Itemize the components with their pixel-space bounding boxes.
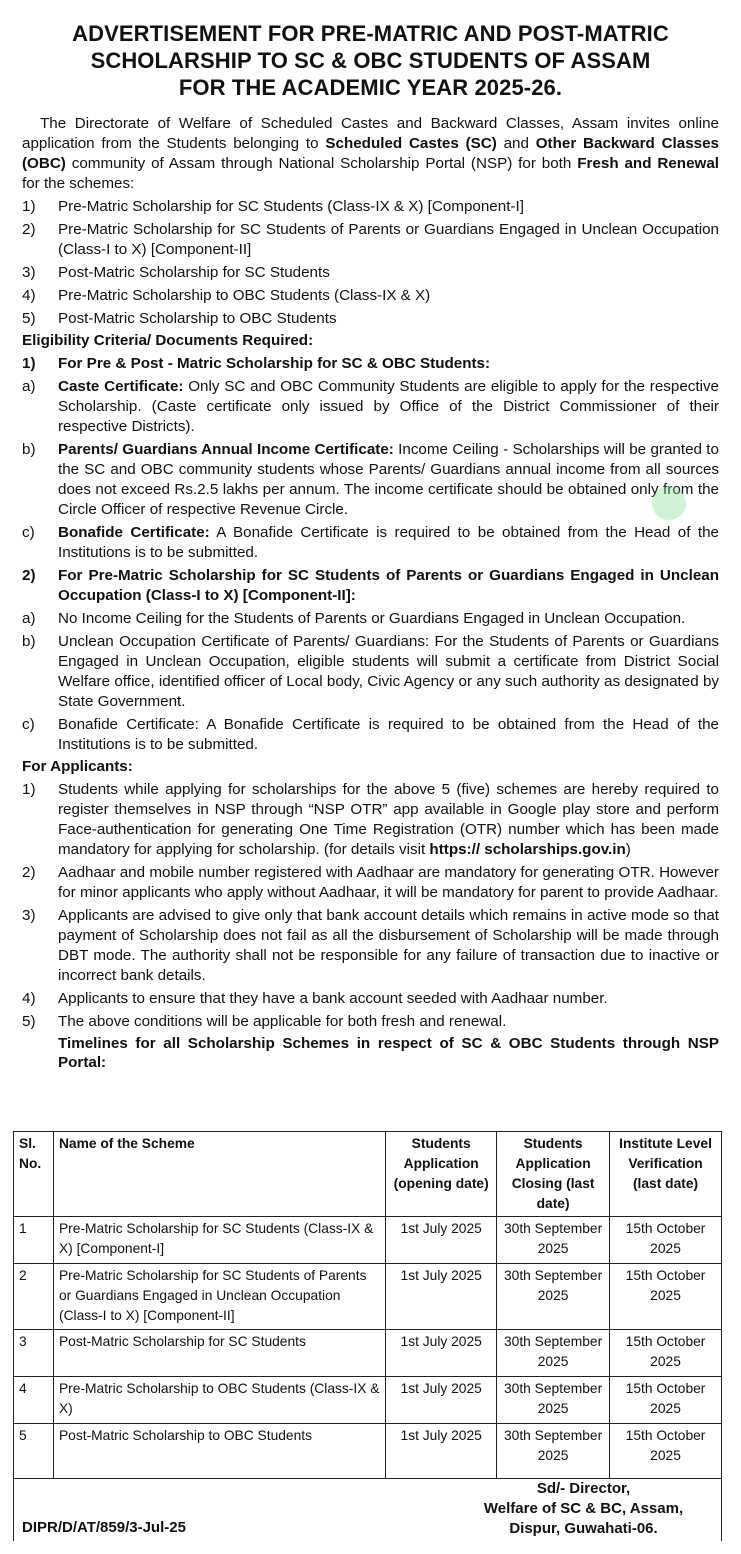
item-number: 2) — [22, 221, 36, 238]
item-bold: Caste Certificate: — [58, 378, 184, 395]
cell-scheme: Pre-Matric Scholarship for SC Students (Class-IX & X) [Component-I] — [53, 1217, 385, 1264]
col-header-sl-no: Sl. No. — [14, 1132, 54, 1217]
cell-opening: 1st July 2025 — [386, 1424, 497, 1479]
item-body: A Bonafide Certificate is required to be obtained from the Head of the Institutions is to be submitted. — [58, 524, 719, 561]
cell-closing: 30th September 2025 — [497, 1377, 610, 1424]
table-row — [14, 1330, 722, 1377]
section-heading: For Pre & Post - Matric Scholarship for SC & OBC Students: — [58, 355, 491, 372]
applicants-heading: For Applicants: — [22, 758, 133, 775]
scheme-list — [22, 197, 719, 329]
cell-sl: 2 — [14, 1264, 54, 1330]
item-text: Post-Matric Scholarship for SC Students — [58, 264, 330, 281]
cell-sl: 4 — [14, 1377, 54, 1424]
eligibility-section-2 — [22, 566, 719, 606]
cell-scheme: Post-Matric Scholarship for SC Students — [53, 1330, 385, 1377]
list-item — [22, 197, 719, 217]
item-number: a) — [22, 610, 36, 627]
list-item — [22, 906, 719, 986]
item-text: Aadhaar and mobile number registered with Aadhaar are mandatory for generating OTR. However for minor applicants who apply without Aadhaar, it will be mandatory for parent to provide Aadhaar. — [58, 864, 719, 901]
reference-number: DIPR/D/AT/859/3-Jul-25 — [22, 1519, 186, 1536]
item-body: Only SC and OBC Community Students are eligible to apply for the respective Scholarship. (Caste certificate only issued by Office of the District Commissioner of their respective Districts). — [58, 378, 719, 435]
list-item — [22, 780, 719, 860]
col-header-scheme: Name of the Scheme — [53, 1132, 385, 1217]
section-heading: For Pre-Matric Scholarship for SC Students of Parents or Guardians Engaged in Unclean Occupation (Class-I to X) [Component-II]: — [58, 567, 719, 604]
cell-sl: 3 — [14, 1330, 54, 1377]
signature-block — [466, 1479, 701, 1539]
cell-closing: 30th September 2025 — [497, 1217, 610, 1264]
cell-scheme: Pre-Matric Scholarship for SC Students of Parents or Guardians Engaged in Unclean Occupation (Class-I to X) [Component-II] — [53, 1264, 385, 1330]
scholarships-link[interactable]: https:// scholarships.gov.in — [429, 841, 626, 858]
table-row — [14, 1217, 722, 1264]
eligibility-section-1 — [22, 354, 719, 374]
intro-bold-sc: Scheduled Castes (SC) — [325, 135, 497, 152]
cell-sl: 5 — [14, 1424, 54, 1479]
item-bold: Bonafide Certificate: — [58, 524, 210, 541]
item-number: b) — [22, 441, 36, 458]
cell-closing: 30th September 2025 — [497, 1330, 610, 1377]
item-text: Pre-Matric Scholarship to OBC Students (Class-IX & X) — [58, 287, 431, 304]
table-row — [14, 1264, 722, 1330]
item-number: c) — [22, 524, 35, 541]
item-text: The above conditions will be applicable for both fresh and renewal. — [58, 1013, 507, 1030]
item-number: 1) — [22, 781, 36, 798]
item-number: b) — [22, 633, 36, 650]
item-text — [58, 440, 719, 520]
col-header-closing: Students Application Closing (last date) — [497, 1132, 610, 1217]
intro-bold-fresh: Fresh and Renewal — [577, 155, 719, 172]
cell-opening: 1st July 2025 — [386, 1264, 497, 1330]
item-text — [58, 377, 719, 437]
intro-bold-obc: Other Backward Classes (OBC) — [22, 135, 720, 172]
list-item — [22, 523, 719, 563]
item-number: 3) — [22, 907, 36, 924]
list-item — [22, 632, 719, 712]
cell-opening: 1st July 2025 — [386, 1217, 497, 1264]
item-text — [58, 780, 719, 860]
item-text: Post-Matric Scholarship to OBC Students — [58, 310, 337, 327]
item-number: 2) — [22, 864, 36, 881]
frame-right-border — [721, 1477, 722, 1541]
timeline-heading: Timelines for all Scholarship Schemes in respect of SC & OBC Students through NSP Portal: — [58, 1035, 719, 1071]
list-item — [22, 989, 719, 1009]
cell-verification: 15th October 2025 — [610, 1377, 722, 1424]
item-body: Income Ceiling - Scholarships will be granted to the SC and OBC community students whose Parents/ Guardians annual income from all sources does not exceed Rs.2.5 lakhs per annum. The income certificate should be obtained only from the Circle Officer of respective Revenue Circle. — [58, 441, 719, 518]
item-number: 4) — [22, 990, 36, 1007]
table-row — [14, 1377, 722, 1424]
col-header-opening: Students Application (opening date) — [386, 1132, 497, 1217]
item-number: c) — [22, 716, 35, 733]
main-content — [22, 114, 719, 1072]
page-title — [8, 20, 733, 101]
item-number: 5) — [22, 310, 36, 327]
frame-left-border — [13, 1477, 14, 1541]
item-number: 3) — [22, 264, 36, 281]
title-line-3: FOR THE ACADEMIC YEAR 2025-26. — [178, 75, 563, 100]
table-row — [14, 1424, 722, 1479]
item-number: 1) — [22, 198, 36, 215]
cell-sl: 1 — [14, 1217, 54, 1264]
list-item — [22, 309, 719, 329]
cell-closing: 30th September 2025 — [497, 1264, 610, 1330]
cell-scheme: Post-Matric Scholarship to OBC Students — [53, 1424, 385, 1479]
timeline-table — [13, 1131, 722, 1479]
list-item — [22, 863, 719, 903]
item-text: Bonafide Certificate: A Bonafide Certificate is required to be obtained from the Head of the Institutions is to be submitted. — [58, 716, 719, 753]
list-item — [22, 609, 719, 629]
col-header-verification: Institute Level Verification (last date) — [610, 1132, 722, 1217]
item-text: Unclean Occupation Certificate of Parents/ Guardians: For the Students of Parents or Guardians Engaged in Unclean Occupation, eligible students will submit a certificate from District Social Welfare office, identified officer of Local body, Civic Agency or any such authority as designated by State Government. — [58, 633, 719, 710]
list-item — [22, 220, 719, 260]
list-item — [22, 263, 719, 283]
cell-scheme: Pre-Matric Scholarship to OBC Students (Class-IX & X) — [53, 1377, 385, 1424]
item-number: 1) — [22, 355, 36, 372]
cell-verification: 15th October 2025 — [610, 1264, 722, 1330]
item-body: Students while applying for scholarships for the above 5 (five) schemes are hereby required to register themselves in NSP through “NSP OTR” app available in Google play store and perform Face-authentication for generating One Time Registration (OTR) number which has been made mandatory for applying for scholarship. (for details visit — [58, 781, 719, 858]
signature-line-3: Dispur, Guwahati-06. — [509, 1520, 658, 1537]
item-body-end: ) — [625, 841, 631, 858]
title-line-2: SCHOLARSHIP TO SC & OBC STUDENTS OF ASSAM — [90, 48, 651, 73]
eligibility-heading: Eligibility Criteria/ Documents Required: — [22, 332, 314, 349]
item-bold: Parents/ Guardians Annual Income Certificate: — [58, 441, 394, 458]
list-item — [22, 377, 719, 437]
list-item — [22, 715, 719, 755]
item-text: Pre-Matric Scholarship for SC Students of Parents or Guardians Engaged in Unclean Occupation (Class-I to X) [Component-II] — [58, 221, 719, 258]
signature-line-1: Sd/- Director, — [536, 1480, 631, 1497]
item-number: 4) — [22, 287, 36, 304]
green-dot-mark — [652, 486, 686, 520]
intro-text-4: for the schemes: — [22, 175, 135, 192]
list-item — [22, 1012, 719, 1032]
item-text — [58, 523, 719, 563]
item-number: a) — [22, 378, 36, 395]
item-text: No Income Ceiling for the Students of Parents or Guardians Engaged in Unclean Occupation. — [58, 610, 686, 627]
item-text: Applicants to ensure that they have a bank account seeded with Aadhaar number. — [58, 990, 608, 1007]
list-item — [22, 286, 719, 306]
intro-paragraph — [22, 114, 719, 194]
item-number: 2) — [22, 567, 36, 584]
cell-opening: 1st July 2025 — [386, 1330, 497, 1377]
intro-text-3: community of Assam through National Scholarship Portal (NSP) for both — [65, 155, 578, 172]
cell-closing: 30th September 2025 — [497, 1424, 610, 1479]
cell-verification: 15th October 2025 — [610, 1330, 722, 1377]
item-number: 5) — [22, 1013, 36, 1030]
item-text: Pre-Matric Scholarship for SC Students (Class-IX & X) [Component-I] — [58, 198, 524, 215]
table-header-row — [14, 1132, 722, 1217]
cell-opening: 1st July 2025 — [386, 1377, 497, 1424]
title-line-1: ADVERTISEMENT FOR PRE-MATRIC AND POST-MATRIC — [72, 21, 669, 46]
signature-line-2: Welfare of SC & BC, Assam, — [483, 1500, 684, 1517]
intro-text-2: and — [496, 135, 536, 152]
intro-text-1: The Directorate of Welfare of Scheduled Castes and Backward Classes, Assam invites online application from the Students belonging to — [22, 115, 719, 152]
list-item — [22, 440, 719, 520]
item-text: Applicants are advised to give only that bank account details which remains in active mode so that payment of Scholarship does not fail as all the disbursement of Scholarship will be made through DBT mode. The authority shall not be responsible for any failure of transaction due to inactive or incorrect bank details. — [58, 907, 719, 984]
cell-verification: 15th October 2025 — [610, 1424, 722, 1479]
cell-verification: 15th October 2025 — [610, 1217, 722, 1264]
